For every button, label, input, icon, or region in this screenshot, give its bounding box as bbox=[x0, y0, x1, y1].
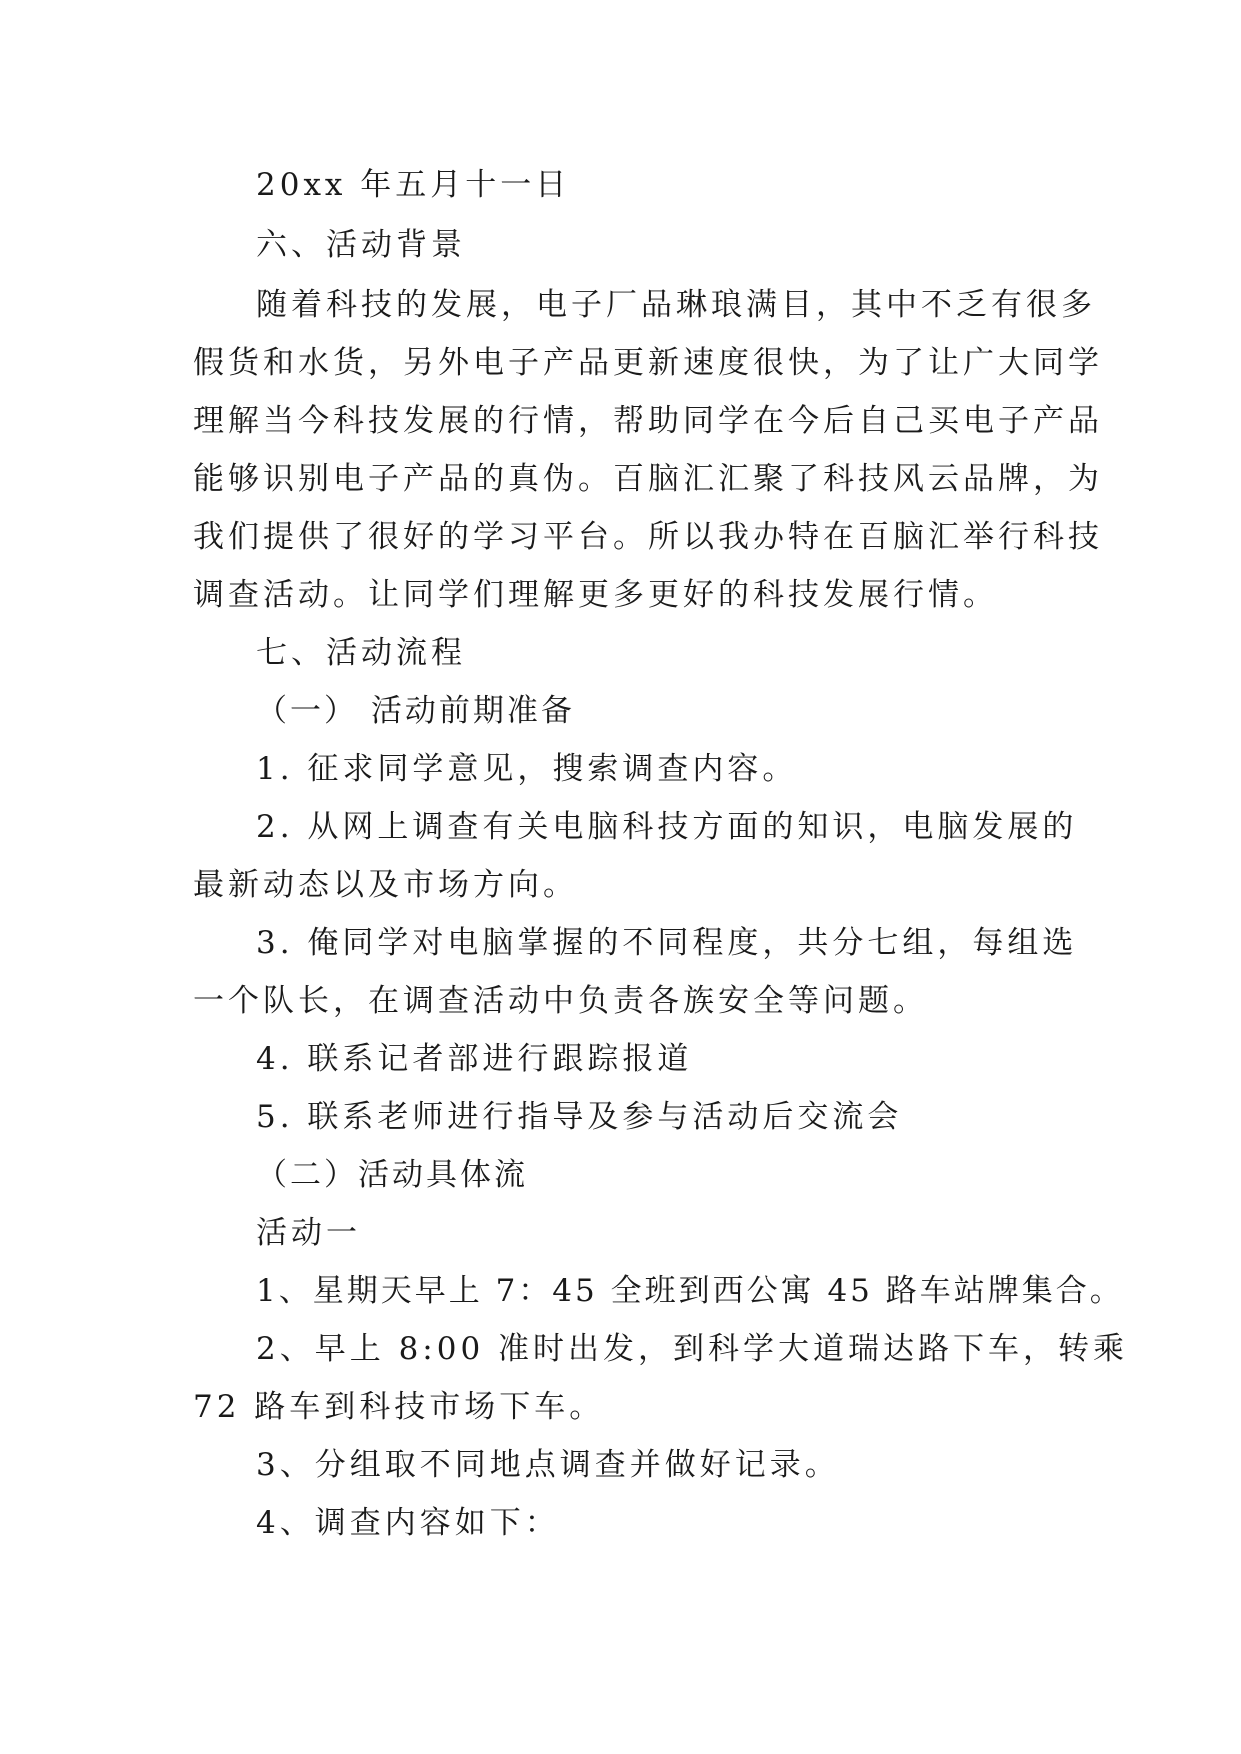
list-item: 4. 联系记者部进行跟踪报道 bbox=[256, 1041, 693, 1077]
list-item: 3. 俺同学对电脑掌握的不同程度，共分七组，每组选 bbox=[256, 925, 1078, 961]
date-line: 20xx 年五月十一日 bbox=[256, 167, 571, 203]
list-item: 1、星期天早上 7：45 全班到西公寓 45 路车站牌集合。 bbox=[256, 1273, 1124, 1309]
paragraph-line: 假货和水货，另外电子产品更新速度很快，为了让广大同学 bbox=[193, 345, 1103, 381]
subsection-heading-details: （二）活动具体流 bbox=[256, 1157, 528, 1193]
paragraph-line: 理解当今科技发展的行情，帮助同学在今后自己买电子产品 bbox=[193, 403, 1103, 439]
paragraph-line: 能够识别电子产品的真伪。百脑汇汇聚了科技风云品牌，为 bbox=[193, 461, 1103, 497]
list-item: 2. 从网上调查有关电脑科技方面的知识，电脑发展的 bbox=[256, 809, 1078, 845]
activity-heading: 活动一 bbox=[256, 1215, 361, 1251]
list-item: 4、调查内容如下： bbox=[256, 1505, 560, 1541]
list-item: 3、分组取不同地点调查并做好记录。 bbox=[256, 1447, 840, 1483]
list-item: 2、早上 8:00 准时出发，到科学大道瑞达路下车，转乘 bbox=[256, 1331, 1129, 1367]
subsection-heading-preparation: （一） 活动前期准备 bbox=[256, 693, 575, 729]
section-heading-background: 六、活动背景 bbox=[256, 227, 466, 263]
paragraph-line: 我们提供了很好的学习平台。所以我办特在百脑汇举行科技 bbox=[193, 519, 1103, 555]
paragraph-line: 随着科技的发展，电子厂品琳琅满目，其中不乏有很多 bbox=[256, 287, 1096, 323]
list-item-continuation: 最新动态以及市场方向。 bbox=[193, 867, 578, 903]
list-item: 1. 征求同学意见，搜索调查内容。 bbox=[256, 751, 798, 787]
list-item-continuation: 一个队长，在调查活动中负责各族安全等问题。 bbox=[193, 983, 928, 1019]
paragraph-line: 调查活动。让同学们理解更多更好的科技发展行情。 bbox=[193, 577, 998, 613]
section-heading-process: 七、活动流程 bbox=[256, 635, 466, 671]
list-item-continuation: 72 路车到科技市场下车。 bbox=[193, 1389, 605, 1425]
list-item: 5. 联系老师进行指导及参与活动后交流会 bbox=[256, 1099, 903, 1135]
